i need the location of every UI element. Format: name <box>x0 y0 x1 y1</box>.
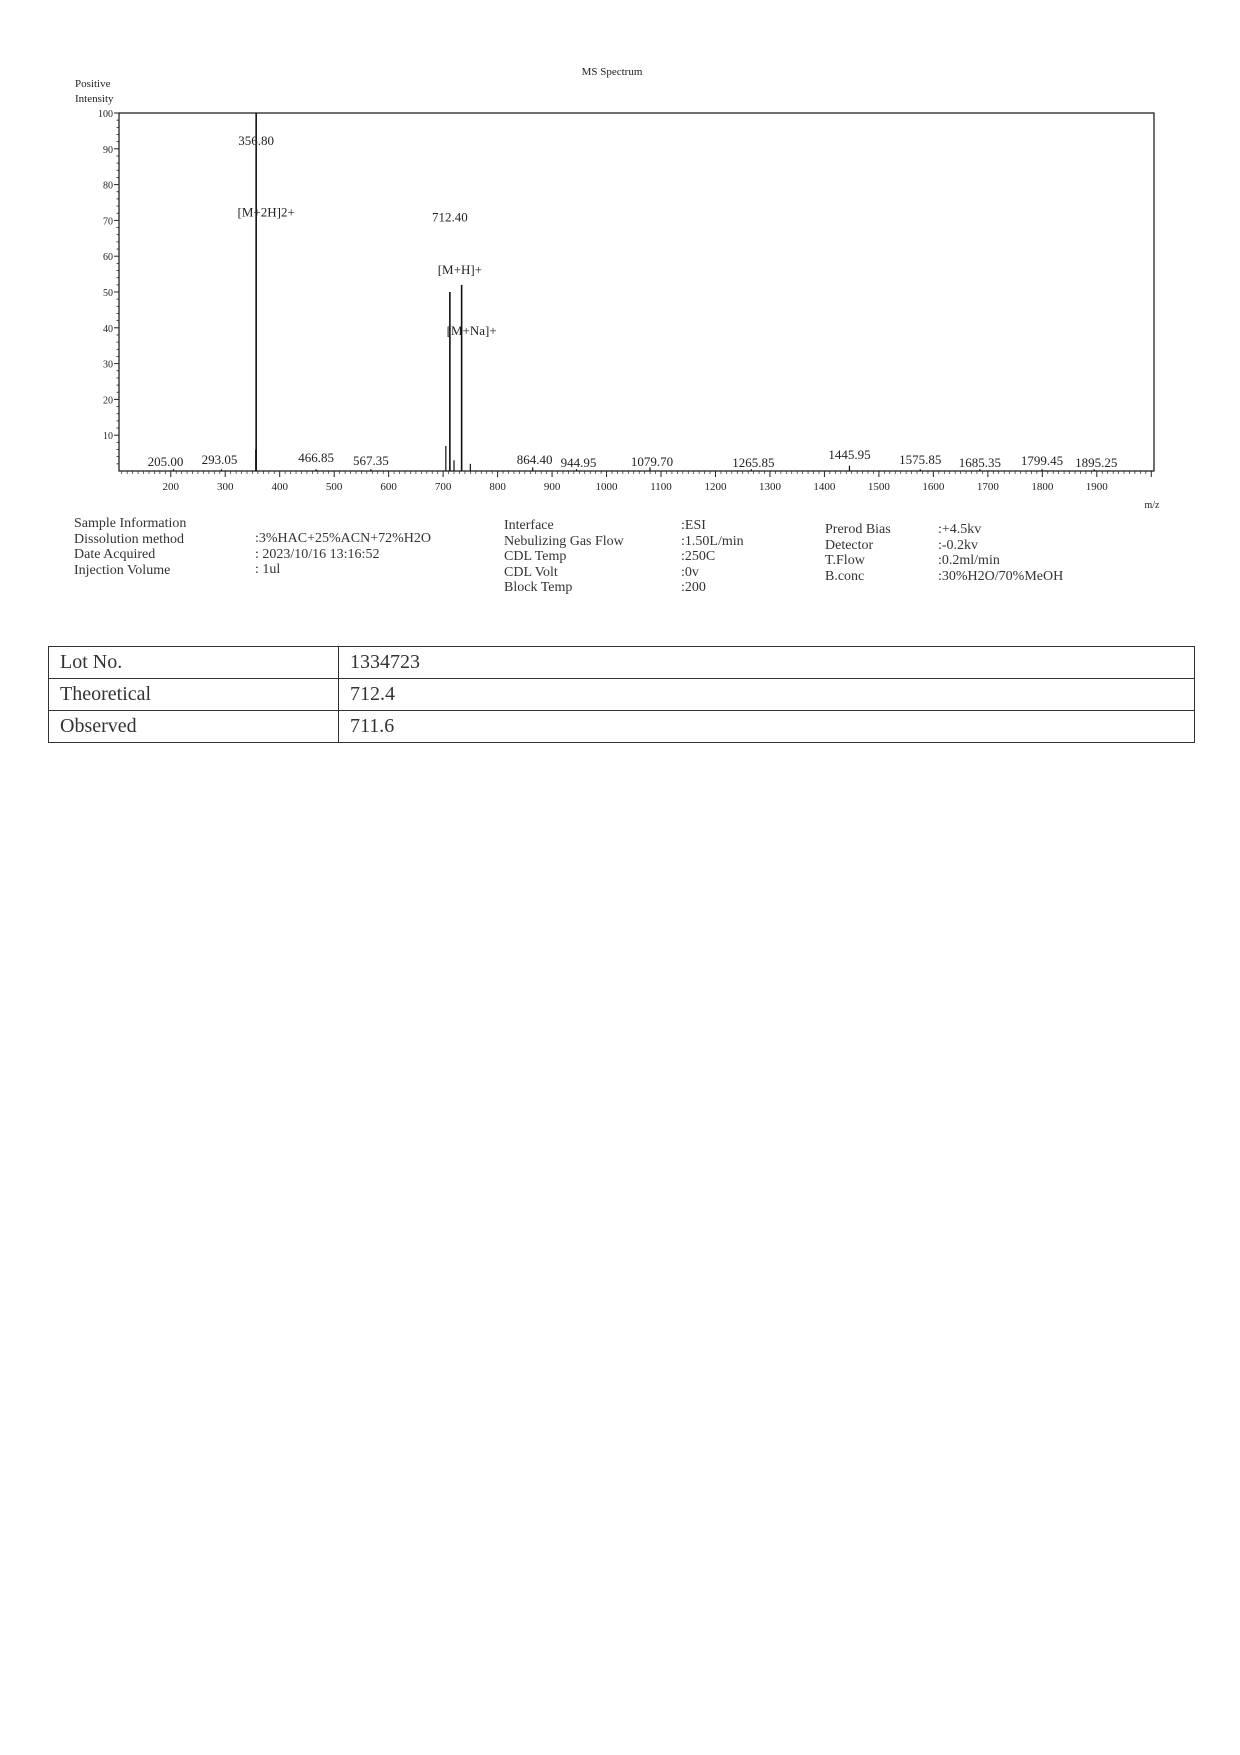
row-value: 711.6 <box>339 711 1195 743</box>
info-value: :3%HAC+25%ACN+72%H2O <box>255 531 432 546</box>
peak-ion-label: [M+2H]2+ <box>237 204 295 220</box>
y-tick-label: 30 <box>103 359 113 371</box>
info-value: :200 <box>681 580 706 595</box>
x-tick-label: 1800 <box>1031 481 1054 493</box>
info-label: Block Temp <box>504 580 573 595</box>
peak-mz-label: 944.95 <box>560 455 597 470</box>
peak-mz-label: 1799.45 <box>1020 453 1064 468</box>
info-label: Sample Information <box>74 516 187 531</box>
x-tick-label: 600 <box>380 481 397 493</box>
x-tick-label: 1700 <box>976 481 999 493</box>
results-table <box>48 646 1195 743</box>
y-tick-label: 100 <box>98 109 113 120</box>
y-tick-label: 50 <box>103 288 113 299</box>
info-label: Injection Volume <box>74 562 171 578</box>
row-label: Theoretical <box>49 679 339 711</box>
peak-mz-label: 1895.25 <box>1075 455 1118 470</box>
x-tick-label: 900 <box>543 481 561 493</box>
info-label: CDL Volt <box>504 564 558 580</box>
peak-mz-label: 205.00 <box>147 454 184 469</box>
peak-mz-label: 1265.85 <box>732 455 775 470</box>
info-value: :-0.2kv <box>938 537 979 553</box>
peak-mz-label: 567.35 <box>352 453 389 468</box>
y-tick-label: 80 <box>103 180 113 192</box>
info-value: :+4.5kv <box>938 522 982 537</box>
info-label: Detector <box>825 537 874 553</box>
ms-spectrum-chart <box>0 0 1240 520</box>
detector-info-values <box>938 522 1063 584</box>
x-tick-label: 500 <box>325 481 343 493</box>
peak-labels <box>148 133 1118 470</box>
table-row <box>49 679 1195 711</box>
peak-mz-label: 1079.70 <box>630 454 674 469</box>
info-label: Date Acquired <box>74 547 156 562</box>
x-tick-label: 1300 <box>758 481 781 493</box>
x-axis-label: m/z <box>1144 500 1160 511</box>
info-label: Prerod Bias <box>825 522 891 537</box>
info-value: :ESI <box>681 518 706 533</box>
x-tick-label: 300 <box>216 481 234 493</box>
info-value: : 1ul <box>255 562 281 577</box>
y-tick-label: 40 <box>103 323 113 335</box>
x-tick-label: 200 <box>162 481 179 493</box>
info-value: :0.2ml/min <box>938 553 1000 568</box>
plot-frame <box>119 113 1154 471</box>
y-tick-label: 10 <box>103 431 113 443</box>
x-tick-label: 700 <box>434 481 452 493</box>
y-tick-label: 60 <box>103 252 113 264</box>
x-tick-label: 400 <box>271 481 288 493</box>
y-tick-label: 20 <box>103 395 113 407</box>
info-label: Dissolution method <box>74 531 185 547</box>
peak-mz-label: 1685.35 <box>958 455 1001 470</box>
x-tick-label: 1600 <box>922 481 945 493</box>
info-value: :250C <box>681 549 716 564</box>
sample-info-values <box>255 531 431 578</box>
info-value: :0v <box>681 564 699 580</box>
info-label: Interface <box>504 518 554 533</box>
x-tick-label: 1200 <box>704 481 727 493</box>
row-label: Observed <box>49 711 339 743</box>
y-axis-ticks <box>98 109 119 464</box>
y-tick-label: 70 <box>103 216 113 228</box>
info-label: Nebulizing Gas Flow <box>504 533 624 549</box>
peak-mz-label: 1445.95 <box>828 447 871 462</box>
x-tick-label: 1000 <box>595 481 618 493</box>
sample-info-column <box>74 516 186 578</box>
x-axis-ticks <box>122 471 1152 493</box>
peak-mz-label: 356.80 <box>238 132 275 148</box>
spectrum-peaks <box>173 113 1094 471</box>
info-label: B.conc <box>825 568 865 584</box>
peak-mz-label: 712.40 <box>431 209 468 225</box>
peak-ion-label: [M+H]+ <box>437 262 483 278</box>
info-label: CDL Temp <box>504 549 567 564</box>
x-tick-label: 800 <box>489 481 506 493</box>
peak-mz-label: 293.05 <box>201 452 238 467</box>
peak-mz-label: 864.40 <box>516 452 553 467</box>
x-tick-label: 1900 <box>1085 481 1108 493</box>
chart-title: MS Spectrum <box>581 66 643 78</box>
peak-mz-label: 466.85 <box>298 450 334 465</box>
detector-info-column <box>825 522 891 584</box>
peak-ion-label: [M+Na]+ <box>446 322 497 338</box>
table-row <box>49 711 1195 743</box>
info-value: :1.50L/min <box>681 533 744 549</box>
peak-mz-label: 1575.85 <box>899 452 942 467</box>
row-label: Lot No. <box>49 647 339 679</box>
interface-info-column <box>504 518 624 596</box>
row-value: 712.4 <box>339 679 1195 711</box>
y-tick-label: 90 <box>103 144 113 156</box>
info-label: T.Flow <box>825 553 865 568</box>
info-value: : 2023/10/16 13:16:52 <box>255 546 380 562</box>
y-axis-label: Positive Intensity <box>75 78 114 105</box>
x-tick-label: 1100 <box>650 481 672 493</box>
info-value: :30%H2O/70%MeOH <box>938 568 1064 584</box>
row-value: 1334723 <box>339 647 1195 679</box>
x-tick-label: 1500 <box>867 481 890 493</box>
x-tick-label: 1400 <box>813 481 836 493</box>
table-row <box>49 647 1195 679</box>
interface-info-values <box>681 518 744 596</box>
